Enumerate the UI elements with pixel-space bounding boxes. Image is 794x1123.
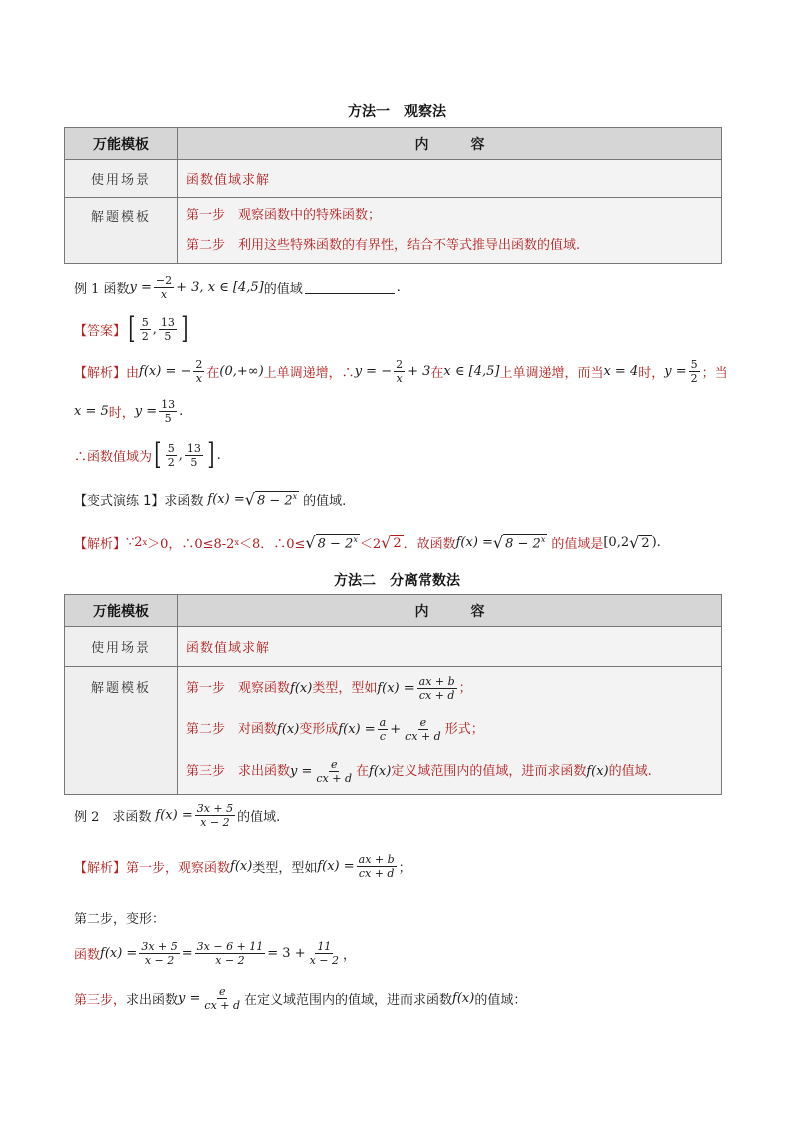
scene-label: 使用场景: [65, 160, 178, 198]
step-3: [186, 751, 713, 793]
step-text: 形式；: [444, 721, 484, 737]
va-text: ＞0，∴0≤8-2: [147, 537, 235, 552]
step-text: 第一步 观察函数: [186, 680, 291, 696]
frac-den: 2: [690, 372, 698, 385]
frac-num: a: [379, 716, 387, 729]
left-bracket-glyph: [: [128, 311, 136, 346]
example2-suffix: 的值域.: [237, 810, 281, 825]
frac-num: 3x + 5: [196, 802, 234, 815]
method2-analysis: [74, 853, 412, 880]
frac-den: c: [379, 730, 386, 743]
scene-label: 使用场景: [65, 627, 178, 667]
analysis-text: ；当: [701, 366, 728, 381]
frac-den: 5: [164, 329, 172, 343]
va-text: 的值域是: [551, 537, 604, 552]
sqrt-sign-glyph: √: [305, 533, 316, 552]
sqrt-sign-glyph: √: [244, 490, 255, 509]
variant-expr: f(x) =: [207, 492, 245, 507]
range-frac-a: [166, 442, 177, 469]
analysis-math: x = 4: [603, 364, 639, 379]
frac-num: 2: [396, 358, 404, 371]
va-text: ．故函数: [403, 537, 456, 552]
frac-den: x − 2: [144, 954, 175, 967]
analysis-line-2: [74, 398, 183, 425]
exponent: x: [353, 534, 358, 544]
transform-math: =: [181, 946, 193, 961]
left-bracket-glyph: [: [154, 437, 162, 472]
example1-prefix: 例 1 函数: [74, 282, 130, 297]
step-math: +: [390, 721, 402, 737]
va-text: ∵2: [126, 535, 143, 550]
frac-num: e: [330, 758, 338, 771]
analysis-math: x ∈ [4,5]: [443, 364, 500, 379]
step2-fraction-b: [403, 716, 443, 743]
step3-fraction: [314, 758, 354, 785]
template-steps: [178, 198, 722, 264]
transform-math: = 3 +: [267, 946, 306, 961]
analysis-math: f(x) = −: [139, 364, 192, 379]
answer-line: [74, 311, 191, 346]
step-math: f(x) =: [338, 721, 376, 737]
frac-den: x − 2: [309, 954, 340, 967]
step-text: 变形成: [299, 721, 339, 737]
step3-text: 求出函数: [126, 993, 179, 1008]
transform-frac-3: [308, 940, 341, 967]
scene-value: 函数值域求解: [178, 627, 722, 667]
analysis-frac-1: [193, 358, 204, 385]
frac-den: 5: [164, 412, 172, 425]
sqrt-sign-glyph: √: [629, 533, 640, 552]
frac-num: ax + b: [358, 853, 395, 866]
variant-root-body: [255, 491, 299, 508]
range-frac-b: [185, 442, 203, 469]
example1-end: .: [396, 280, 401, 295]
analysis-text: 由: [126, 366, 140, 381]
va-sup: x: [234, 538, 239, 547]
method2-title: 方法二 分离常数法: [334, 573, 460, 589]
method1-title: 方法一 观察法: [348, 104, 446, 120]
va-text: ＜2: [359, 537, 382, 552]
analysis-text: 在: [206, 366, 220, 381]
step-text: 第三步 求出函数: [186, 763, 291, 779]
example2: [74, 802, 280, 829]
va-root-3: 2: [641, 535, 650, 551]
analysis-math: y =: [134, 404, 158, 419]
frac-num: 5: [141, 315, 149, 329]
step3-text: 的值域：: [474, 993, 527, 1008]
analysis-math: y =: [664, 364, 687, 379]
step3-math: y =: [178, 991, 201, 1006]
right-bracket-glyph: ]: [207, 437, 215, 472]
exponent: x: [292, 491, 298, 501]
transform-line: [74, 940, 356, 967]
analysis-text: ；: [398, 861, 412, 876]
analysis-fraction: [357, 853, 397, 880]
root-body: 8 − 2: [317, 536, 354, 552]
method1-template-table: [64, 127, 722, 264]
table-head-left: 万能模板: [65, 128, 178, 160]
frac-num: e: [419, 716, 427, 729]
frac-num: 2: [195, 358, 203, 371]
exponent: x: [540, 534, 546, 544]
step-text: 第二步 对函数: [186, 721, 278, 737]
table-head-right: 内 容: [178, 595, 722, 627]
analysis-text: 类型，型如: [252, 861, 318, 876]
answer-frac-b: [159, 316, 177, 343]
va-sup: x: [142, 538, 148, 547]
step-text: 类型，型如: [312, 680, 378, 696]
analysis-math: (0,+∞): [219, 364, 264, 379]
analysis-frac-4: [159, 398, 177, 425]
transform-math: f(x) =: [100, 946, 138, 961]
frac-den: x − 2: [200, 816, 230, 829]
comma-glyph: ,: [178, 447, 183, 463]
frac-den: 2: [141, 329, 149, 343]
example1: [74, 274, 401, 301]
step3-fraction: [202, 985, 242, 1012]
step-math: y =: [290, 763, 313, 779]
frac-den: x: [160, 288, 168, 301]
frac-num: 13: [186, 441, 201, 455]
va-text: ＜8．∴0≤: [238, 537, 306, 552]
example1-fraction: [154, 274, 174, 301]
frac-num: 5: [690, 358, 698, 371]
analysis-label: 【解析】: [74, 861, 127, 876]
frac-num: e: [218, 985, 226, 998]
answer-label: 【答案】: [74, 323, 127, 339]
step-1: 第一步 观察函数中的特殊函数；: [186, 207, 382, 223]
step-math: f(x): [586, 763, 609, 779]
analysis-frac-2: [394, 358, 405, 385]
variant-suffix: 的值域.: [303, 494, 347, 509]
root-body: 8 − 2: [505, 536, 541, 552]
variant-analysis-line: [74, 533, 661, 552]
step3-text: 在定义域范围内的值域，进而求函数: [244, 993, 453, 1008]
frac-num: 11: [317, 940, 332, 953]
example2-prefix: 例 2 求函数: [74, 810, 152, 825]
example1-suffix: 的值域: [263, 282, 303, 297]
analysis-text: 时，: [638, 366, 665, 381]
frac-num: ax + b: [418, 675, 455, 688]
analysis-line-1: [74, 358, 728, 385]
sqrt-sign-glyph: √: [492, 533, 504, 552]
analysis-math: x = 5: [74, 404, 109, 419]
step-math: f(x): [290, 680, 313, 696]
analysis-math: + 3: [407, 364, 431, 379]
transform-math: ，: [343, 948, 357, 963]
scene-value: 函数值域求解: [178, 160, 722, 198]
frac-den: x − 2: [215, 954, 245, 967]
step3-line: [74, 985, 526, 1012]
frac-num: 3x + 5: [141, 940, 178, 953]
analysis-line-3: [74, 437, 221, 472]
analysis-label: 【解析】: [74, 366, 127, 381]
comma-glyph: ,: [152, 321, 157, 337]
variant-analysis-label: 【解析】: [74, 537, 127, 552]
step-text: ；: [458, 680, 472, 696]
example1-expr-tail: + 3, x ∈ [4,5]: [176, 280, 264, 295]
va-math: [0,2: [603, 535, 630, 550]
answer-frac-a: [140, 316, 151, 343]
frac-den: cx + d: [358, 867, 395, 880]
analysis-math: f(x) =: [317, 859, 355, 874]
analysis-text: 时，: [108, 406, 135, 421]
table-head-left: 万能模板: [65, 595, 178, 627]
step-2: [186, 709, 713, 751]
frac-den: cx + d: [316, 772, 353, 785]
va-math: ).: [651, 535, 661, 550]
example2-expr: f(x) =: [155, 808, 193, 823]
analysis-text: 上单调递增，∴: [263, 366, 355, 381]
root-body: 8 − 2: [256, 493, 293, 509]
analysis-frac-3: [689, 358, 700, 385]
step1-fraction: [417, 675, 457, 702]
step3-text: 第三步，: [74, 993, 127, 1008]
frac-den: cx + d: [418, 689, 455, 702]
sqrt-sign-glyph: √: [381, 533, 392, 552]
frac-den: cx + d: [204, 999, 241, 1012]
frac-den: 5: [190, 455, 198, 469]
template-label: 解题模板: [65, 198, 178, 264]
frac-den: x: [396, 372, 403, 385]
analysis-math: y = −: [354, 364, 393, 379]
frac-den: cx + d: [405, 730, 441, 743]
step2-fraction-a: [378, 716, 389, 743]
variant-line: [74, 490, 346, 509]
analysis-text: 在: [430, 366, 444, 381]
va-root-body-2: [503, 534, 547, 551]
analysis-text: 上单调递增，而当: [499, 366, 604, 381]
analysis-text: .: [216, 447, 221, 463]
transform-label: 函数: [74, 948, 101, 963]
example2-fraction: [195, 802, 235, 829]
step-text: 定义域范围内的值域，进而求函数: [391, 763, 587, 779]
analysis-text: 第一步，观察函数: [126, 861, 231, 876]
transform-frac-2: [195, 940, 266, 967]
step-math: f(x): [369, 763, 392, 779]
analysis-math: f(x): [230, 859, 253, 874]
frac-num: −2: [155, 274, 173, 287]
step-text: 在: [356, 763, 370, 779]
step-math: f(x): [277, 721, 300, 737]
analysis-text: .: [179, 404, 184, 419]
template-label: 解题模板: [65, 667, 178, 795]
frac-num: 13: [161, 398, 176, 411]
step-2: 第二步 利用这些特殊函数的有界性，结合不等式推导出函数的值域.: [186, 237, 581, 253]
variant-label: 【变式演练 1】: [74, 494, 165, 509]
example1-expr-head: y =: [129, 280, 152, 295]
frac-num: 3x − 6 + 11: [196, 940, 264, 953]
va-expr: f(x) =: [455, 535, 493, 550]
variant-text: 求函数: [164, 494, 204, 509]
step-text: 的值域.: [608, 763, 652, 779]
table-head-right: 内 容: [178, 128, 722, 160]
step3-math: f(x): [452, 991, 475, 1006]
step-1: [186, 669, 713, 709]
right-bracket-glyph: ]: [181, 311, 189, 346]
template-steps: [178, 667, 722, 795]
va-root-2: 2: [393, 535, 402, 551]
frac-num: 13: [160, 315, 175, 329]
frac-den: x: [195, 372, 202, 385]
method2-template-table: [64, 594, 722, 795]
transform-frac-1: [139, 940, 179, 967]
analysis-text: ∴函数值域为: [74, 449, 153, 465]
va-root-body: [316, 534, 360, 551]
frac-num: 5: [167, 441, 175, 455]
answer-blank: [305, 281, 395, 294]
step2-heading: 第二步，变形：: [74, 912, 166, 927]
frac-den: 2: [167, 455, 175, 469]
step-math: f(x) =: [377, 680, 415, 696]
